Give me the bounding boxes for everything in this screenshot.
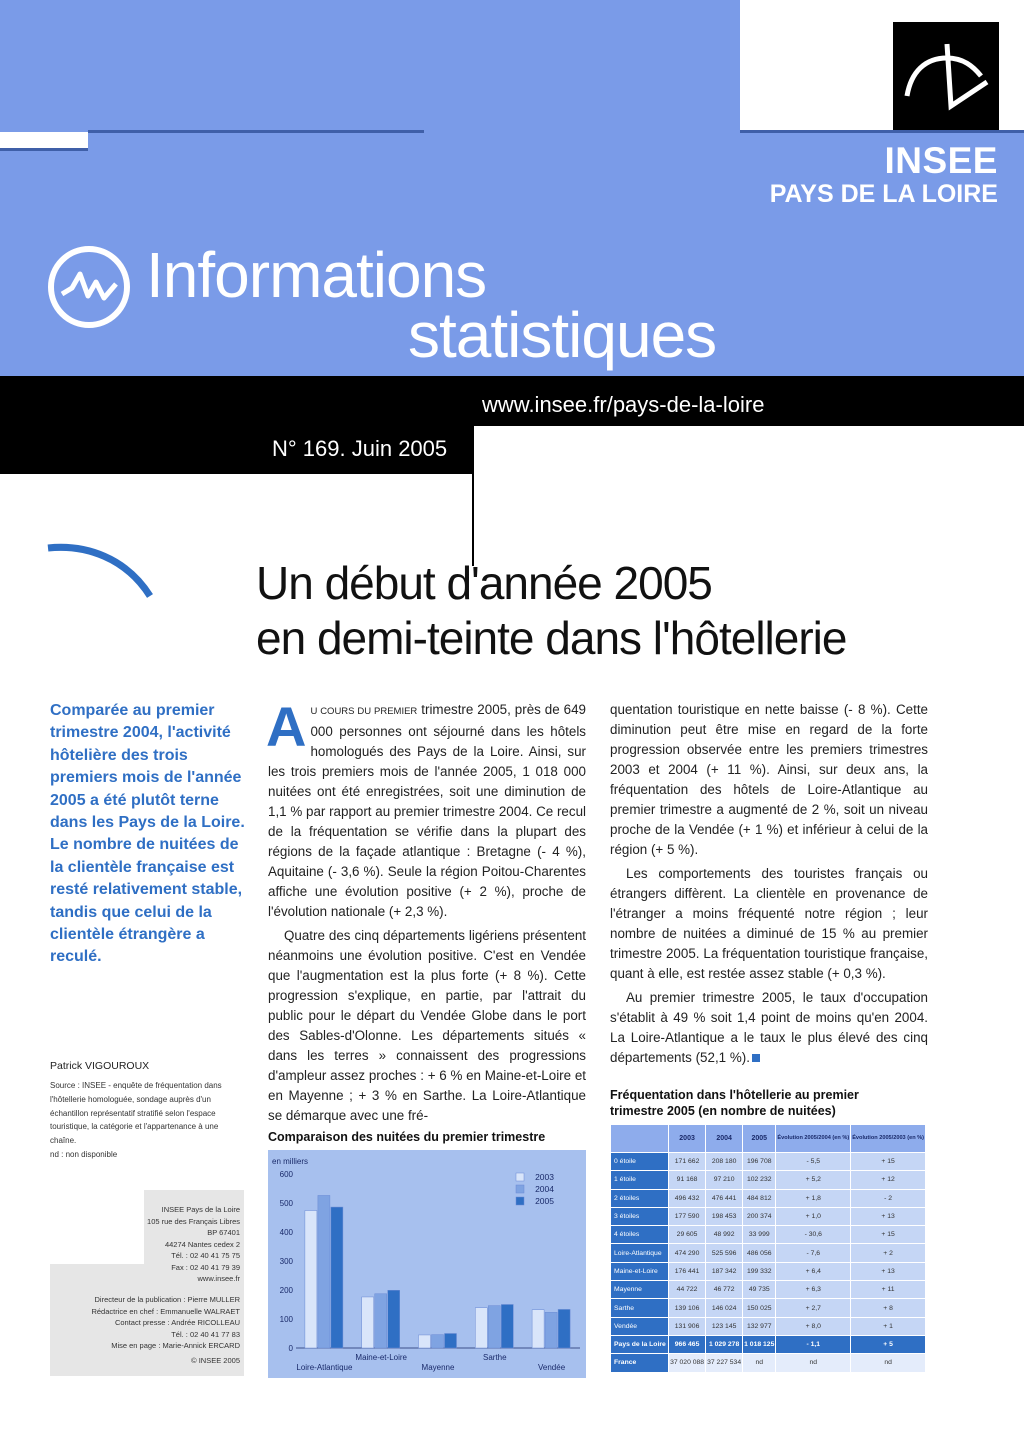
table-cell: 196 708 [743, 1153, 776, 1171]
legend-swatch [516, 1185, 524, 1193]
table-cell: 198 453 [706, 1207, 743, 1225]
table-header-cell [611, 1125, 669, 1153]
table-cell: 37 227 534 [706, 1354, 743, 1372]
bar [331, 1207, 343, 1348]
table-cell: + 1,0 [776, 1207, 851, 1225]
table-cell: 150 025 [743, 1299, 776, 1317]
table-cell: 44 722 [669, 1281, 706, 1299]
address-line: 44274 Nantes cedex 2 [164, 1239, 240, 1249]
table-cell: + 5 [851, 1335, 926, 1353]
copyright: © INSEE 2005 [191, 1356, 240, 1365]
table-cell: 48 992 [706, 1226, 743, 1244]
headline-line1: Un début d'année 2005 [256, 557, 712, 609]
paragraph-text: trimestre 2005, près de 649 000 personnes ont séjourné dans les hôtels homologués des Pays de la Loire. Ainsi, sur les trois premiers mois de l'année 2005, 1 018 000 nuitées ont été enregistrées, soit une diminution de 1,1 % par rapport au premier trimestre 2004. Ce recul de la fréquentation se vérifie dans la plupart des régions de la façade atlantique : Bretagne (- 4 %), Aquitaine (- 3,6 %). Seule la région Poitou-Charentes affiche une évolution positive (+ 2 %), proche de l'évolution nationale (+ 2,3 %). [268, 702, 587, 919]
row-label: Loire-Atlantique [611, 1244, 669, 1262]
brand-region: PAYS DE LA LOIRE [769, 180, 998, 208]
bar [432, 1335, 444, 1348]
y-tick-label: 500 [279, 1199, 293, 1208]
article-column-2 [610, 700, 928, 1068]
table-cell: nd [743, 1354, 776, 1372]
bar [488, 1306, 500, 1348]
table-cell: + 13 [851, 1262, 926, 1280]
x-tick-label: Loire-Atlantique [296, 1363, 353, 1372]
table-cell: 496 432 [669, 1189, 706, 1207]
table-body [611, 1153, 926, 1373]
chart-canvas [268, 1150, 586, 1378]
credit-line: Rédactrice en chef : Emmanuelle WALRAET [91, 1306, 240, 1316]
table-row [611, 1226, 926, 1244]
table-row [611, 1153, 926, 1171]
table-cell: 131 906 [669, 1317, 706, 1335]
statistics-wave-icon [46, 244, 132, 330]
table-cell: 123 145 [706, 1317, 743, 1335]
y-axis-label: en milliers [272, 1157, 309, 1166]
address-line: BP 67401 [207, 1228, 240, 1237]
table-cell: + 5,2 [776, 1171, 851, 1189]
table-cell: 177 590 [669, 1207, 706, 1225]
insee-logo [893, 22, 999, 130]
table-row [611, 1189, 926, 1207]
publication-title-line1: Informations [146, 239, 487, 311]
table-cell: - 1,1 [776, 1335, 851, 1353]
table-cell: 525 596 [706, 1244, 743, 1262]
issue-number: N° 169. Juin 2005 [272, 436, 448, 461]
table-row [611, 1317, 926, 1335]
table-cell: 187 342 [706, 1262, 743, 1280]
insee-logo-mark-icon [893, 22, 999, 130]
row-label: Sarthe [611, 1299, 669, 1317]
x-tick-label: Maine-et-Loire [355, 1353, 407, 1362]
decorative-arc-icon [46, 540, 156, 604]
x-tick-label: Sarthe [483, 1353, 507, 1362]
address-line[interactable]: www.insee.fr [197, 1274, 240, 1283]
table-row [611, 1299, 926, 1317]
bar [318, 1195, 330, 1348]
article-paragraph [610, 988, 928, 1068]
bar [362, 1297, 374, 1348]
publication-title-line2: statistiques [408, 299, 717, 371]
article-column-1 [266, 695, 587, 1126]
credit-line: Mise en page : Marie-Annick ERCARD [111, 1341, 240, 1350]
bar [305, 1211, 317, 1348]
address-line: Tél. : 02 40 41 75 75 [171, 1251, 240, 1260]
website-link[interactable]: www.insee.fr/pays-de-la-loire [482, 392, 765, 417]
table-row [611, 1262, 926, 1280]
row-label: Maine-et-Loire [611, 1262, 669, 1280]
bar [388, 1290, 400, 1348]
table-cell: 1 018 125 [743, 1335, 776, 1353]
table-cell: 476 441 [706, 1189, 743, 1207]
table-cell: 49 735 [743, 1281, 776, 1299]
table-row [611, 1207, 926, 1225]
table-cell: + 6,4 [776, 1262, 851, 1280]
bar [475, 1308, 487, 1348]
bar [532, 1310, 544, 1348]
bar [558, 1309, 570, 1348]
table-cell: 966 465 [669, 1335, 706, 1353]
y-tick-label: 100 [279, 1315, 293, 1324]
header-divider [740, 130, 1024, 133]
x-tick-label: Vendée [538, 1363, 566, 1372]
article-summary: Comparée au premier trimestre 2004, l'activité hôtelière des trois premiers mois de l'année 2005 a été plutôt terne dans les Pays de la Loire. Le nombre de nuitées de la clientèle française est resté relativement stable, tandis que celui de la clientèle étrangère a reculé. [50, 702, 245, 966]
table-cell: + 1 [851, 1317, 926, 1335]
table-row [611, 1335, 926, 1353]
row-label: Mayenne [611, 1281, 669, 1299]
table-cell: + 2,7 [776, 1299, 851, 1317]
table-cell: 486 056 [743, 1244, 776, 1262]
table-header-cell: Évolution 2005/2003 (en %) [851, 1125, 926, 1153]
lead-caps: U COURS DU PREMIER [310, 706, 418, 717]
legend-swatch [516, 1173, 524, 1181]
author-name: Patrick VIGOUROUX [50, 1060, 150, 1072]
y-tick-label: 0 [288, 1344, 293, 1353]
vertical-rule [472, 474, 474, 566]
header-divider [88, 130, 424, 133]
table-cell: 171 662 [669, 1153, 706, 1171]
table-cell: 146 024 [706, 1299, 743, 1317]
table-cell: 97 210 [706, 1171, 743, 1189]
table-cell: 37 020 088 [669, 1354, 706, 1372]
table-header-cell: Évolution 2005/2004 (en %) [776, 1125, 851, 1153]
address-line: 105 rue des Français Libres [147, 1216, 240, 1226]
table-cell: 200 374 [743, 1207, 776, 1225]
y-tick-label: 200 [279, 1286, 293, 1295]
row-label: 0 étoile [611, 1153, 669, 1171]
address-line: Fax : 02 40 41 79 39 [171, 1262, 240, 1272]
table-row [611, 1171, 926, 1189]
legend-label: 2004 [535, 1184, 554, 1194]
table-cell: - 30,6 [776, 1226, 851, 1244]
table-cell: 176 441 [669, 1262, 706, 1280]
row-label: Vendée [611, 1317, 669, 1335]
article-paragraph: Quatre des cinq départements ligériens présentent néanmoins une évolution positive. C'est en Vendée que l'augmentation est la plus forte (+ 8 %). Cette progression s'explique, en partie, par l'attrait du public pour le départ du Vendée Globe dans le port des Sables-d'Olonne. Les départements situés « dans les terres » connaissent des progressions d'ampleur assez proches : + 6 % en Maine-et-Loire et en Mayenne ; + 3 % en Sarthe. La Loire-Atlantique se démarque avec une fré- [268, 928, 586, 1123]
table-cell: 102 232 [743, 1171, 776, 1189]
table-cell: 91 168 [669, 1171, 706, 1189]
credit-line: Contact presse : Andrée RICOLLEAU [114, 1318, 240, 1327]
table-cell: + 8 [851, 1299, 926, 1317]
legend-label: 2003 [535, 1172, 554, 1182]
table-cell: 484 812 [743, 1189, 776, 1207]
table-cell: + 8,0 [776, 1317, 851, 1335]
table-cell: + 15 [851, 1153, 926, 1171]
table-cell: + 12 [851, 1171, 926, 1189]
nights-comparison-chart [268, 1150, 586, 1378]
source-text: Source : INSEE - enquête de fréquentation dans l'hôtellerie homologuée, sondage auprès d'un échantillon représentatif stratifié selon l'espace touristique, la catégorie et l'appartenance à une chaîne. [50, 1081, 222, 1146]
row-label: 1 étoile [611, 1171, 669, 1189]
table-cell: 46 772 [706, 1281, 743, 1299]
table-cell: 33 999 [743, 1226, 776, 1244]
article-paragraph: Les comportements des touristes français ou étrangers diffèrent. La clientèle en provenance de l'étranger a moins fréquenté notre région ; leur nombre de nuitées a diminué de 15 % au premier trimestre 2005. La fréquentation touristique française, quant à elle, est restée assez stable (+ 0,3 %). [610, 866, 928, 981]
source-note [50, 1079, 240, 1162]
row-label: 2 étoiles [611, 1189, 669, 1207]
address-line: INSEE Pays de la Loire [161, 1205, 240, 1214]
credit-line: Directeur de la publication : Pierre MULLER [94, 1295, 240, 1304]
article-headline [256, 556, 976, 666]
row-label: 3 étoiles [611, 1207, 669, 1225]
bar [419, 1335, 431, 1348]
table-cell: nd [851, 1354, 926, 1372]
row-label: Pays de la Loire [611, 1335, 669, 1353]
table-cell: - 5,5 [776, 1153, 851, 1171]
table-cell: + 13 [851, 1207, 926, 1225]
table-row [611, 1354, 926, 1372]
na-note: nd : non disponible [50, 1149, 118, 1159]
table-cell: 199 332 [743, 1262, 776, 1280]
table-header-cell: 2005 [743, 1125, 776, 1153]
table-cell: 208 180 [706, 1153, 743, 1171]
brand-name: INSEE [884, 140, 998, 181]
row-label: France [611, 1354, 669, 1372]
table-cell: + 11 [851, 1281, 926, 1299]
legend-label: 2005 [535, 1196, 554, 1206]
table-cell: + 6,3 [776, 1281, 851, 1299]
table-cell: 29 605 [669, 1226, 706, 1244]
table-cell: 474 290 [669, 1244, 706, 1262]
table-title: Fréquentation dans l'hôtellerie au premier trimestre 2005 (en nombre de nuitées) [610, 1088, 859, 1118]
drop-cap: A [266, 695, 307, 758]
table-row [611, 1281, 926, 1299]
headline-line2: en demi-teinte dans l'hôtellerie [256, 612, 847, 665]
credit-line: Tél. : 02 40 41 77 83 [171, 1329, 240, 1339]
x-tick-label: Mayenne [421, 1363, 455, 1372]
table-cell: - 2 [851, 1189, 926, 1207]
table-header-cell: 2004 [706, 1125, 743, 1153]
attendance-table [610, 1124, 926, 1373]
bar [375, 1294, 387, 1348]
bar [501, 1305, 513, 1349]
table-cell: + 2 [851, 1244, 926, 1262]
publication-credits [54, 1294, 240, 1352]
article-paragraph: quentation touristique en nette baisse (- 8 %). Cette diminution peut être mise en regard de la forte progression observée entre les premiers trimestres 2003 et 2004 (+ 11 %). Ainsi, sur deux ans, la fréquentation des hôtels de Loire-Atlantique au premier trimestre a augmenté de 2 %, soit un niveau proche de la Vendée (+ 1 %) et inférieur à celui de la région (+ 5 %). [610, 702, 928, 857]
table-cell: 139 106 [669, 1299, 706, 1317]
table-cell: 132 977 [743, 1317, 776, 1335]
table-cell: + 15 [851, 1226, 926, 1244]
bar [445, 1334, 457, 1349]
table-header-row [611, 1125, 926, 1153]
publisher-box-notch [50, 1190, 144, 1264]
table-row [611, 1244, 926, 1262]
table-cell: + 1,8 [776, 1189, 851, 1207]
table-header-cell: 2003 [669, 1125, 706, 1153]
bar [545, 1312, 557, 1348]
end-of-article-icon [752, 1054, 760, 1062]
table-cell: nd [776, 1354, 851, 1372]
table-cell: - 7,6 [776, 1244, 851, 1262]
paragraph-text: Au premier trimestre 2005, le taux d'occupation s'établit à 49 % soit 1,4 point de moins qu'en 2004. La Loire-Atlantique a le taux le plus élevé des cinq départements (52,1 %). [610, 990, 928, 1065]
row-label: 4 étoiles [611, 1226, 669, 1244]
y-tick-label: 400 [279, 1228, 293, 1237]
legend-swatch [516, 1197, 524, 1205]
chart-title: Comparaison des nuitées du premier trimestre [268, 1130, 546, 1144]
table-cell: 1 029 278 [706, 1335, 743, 1353]
header-divider [0, 148, 88, 151]
y-tick-label: 600 [279, 1170, 293, 1179]
y-tick-label: 300 [279, 1257, 293, 1266]
article-paragraph [266, 695, 587, 922]
